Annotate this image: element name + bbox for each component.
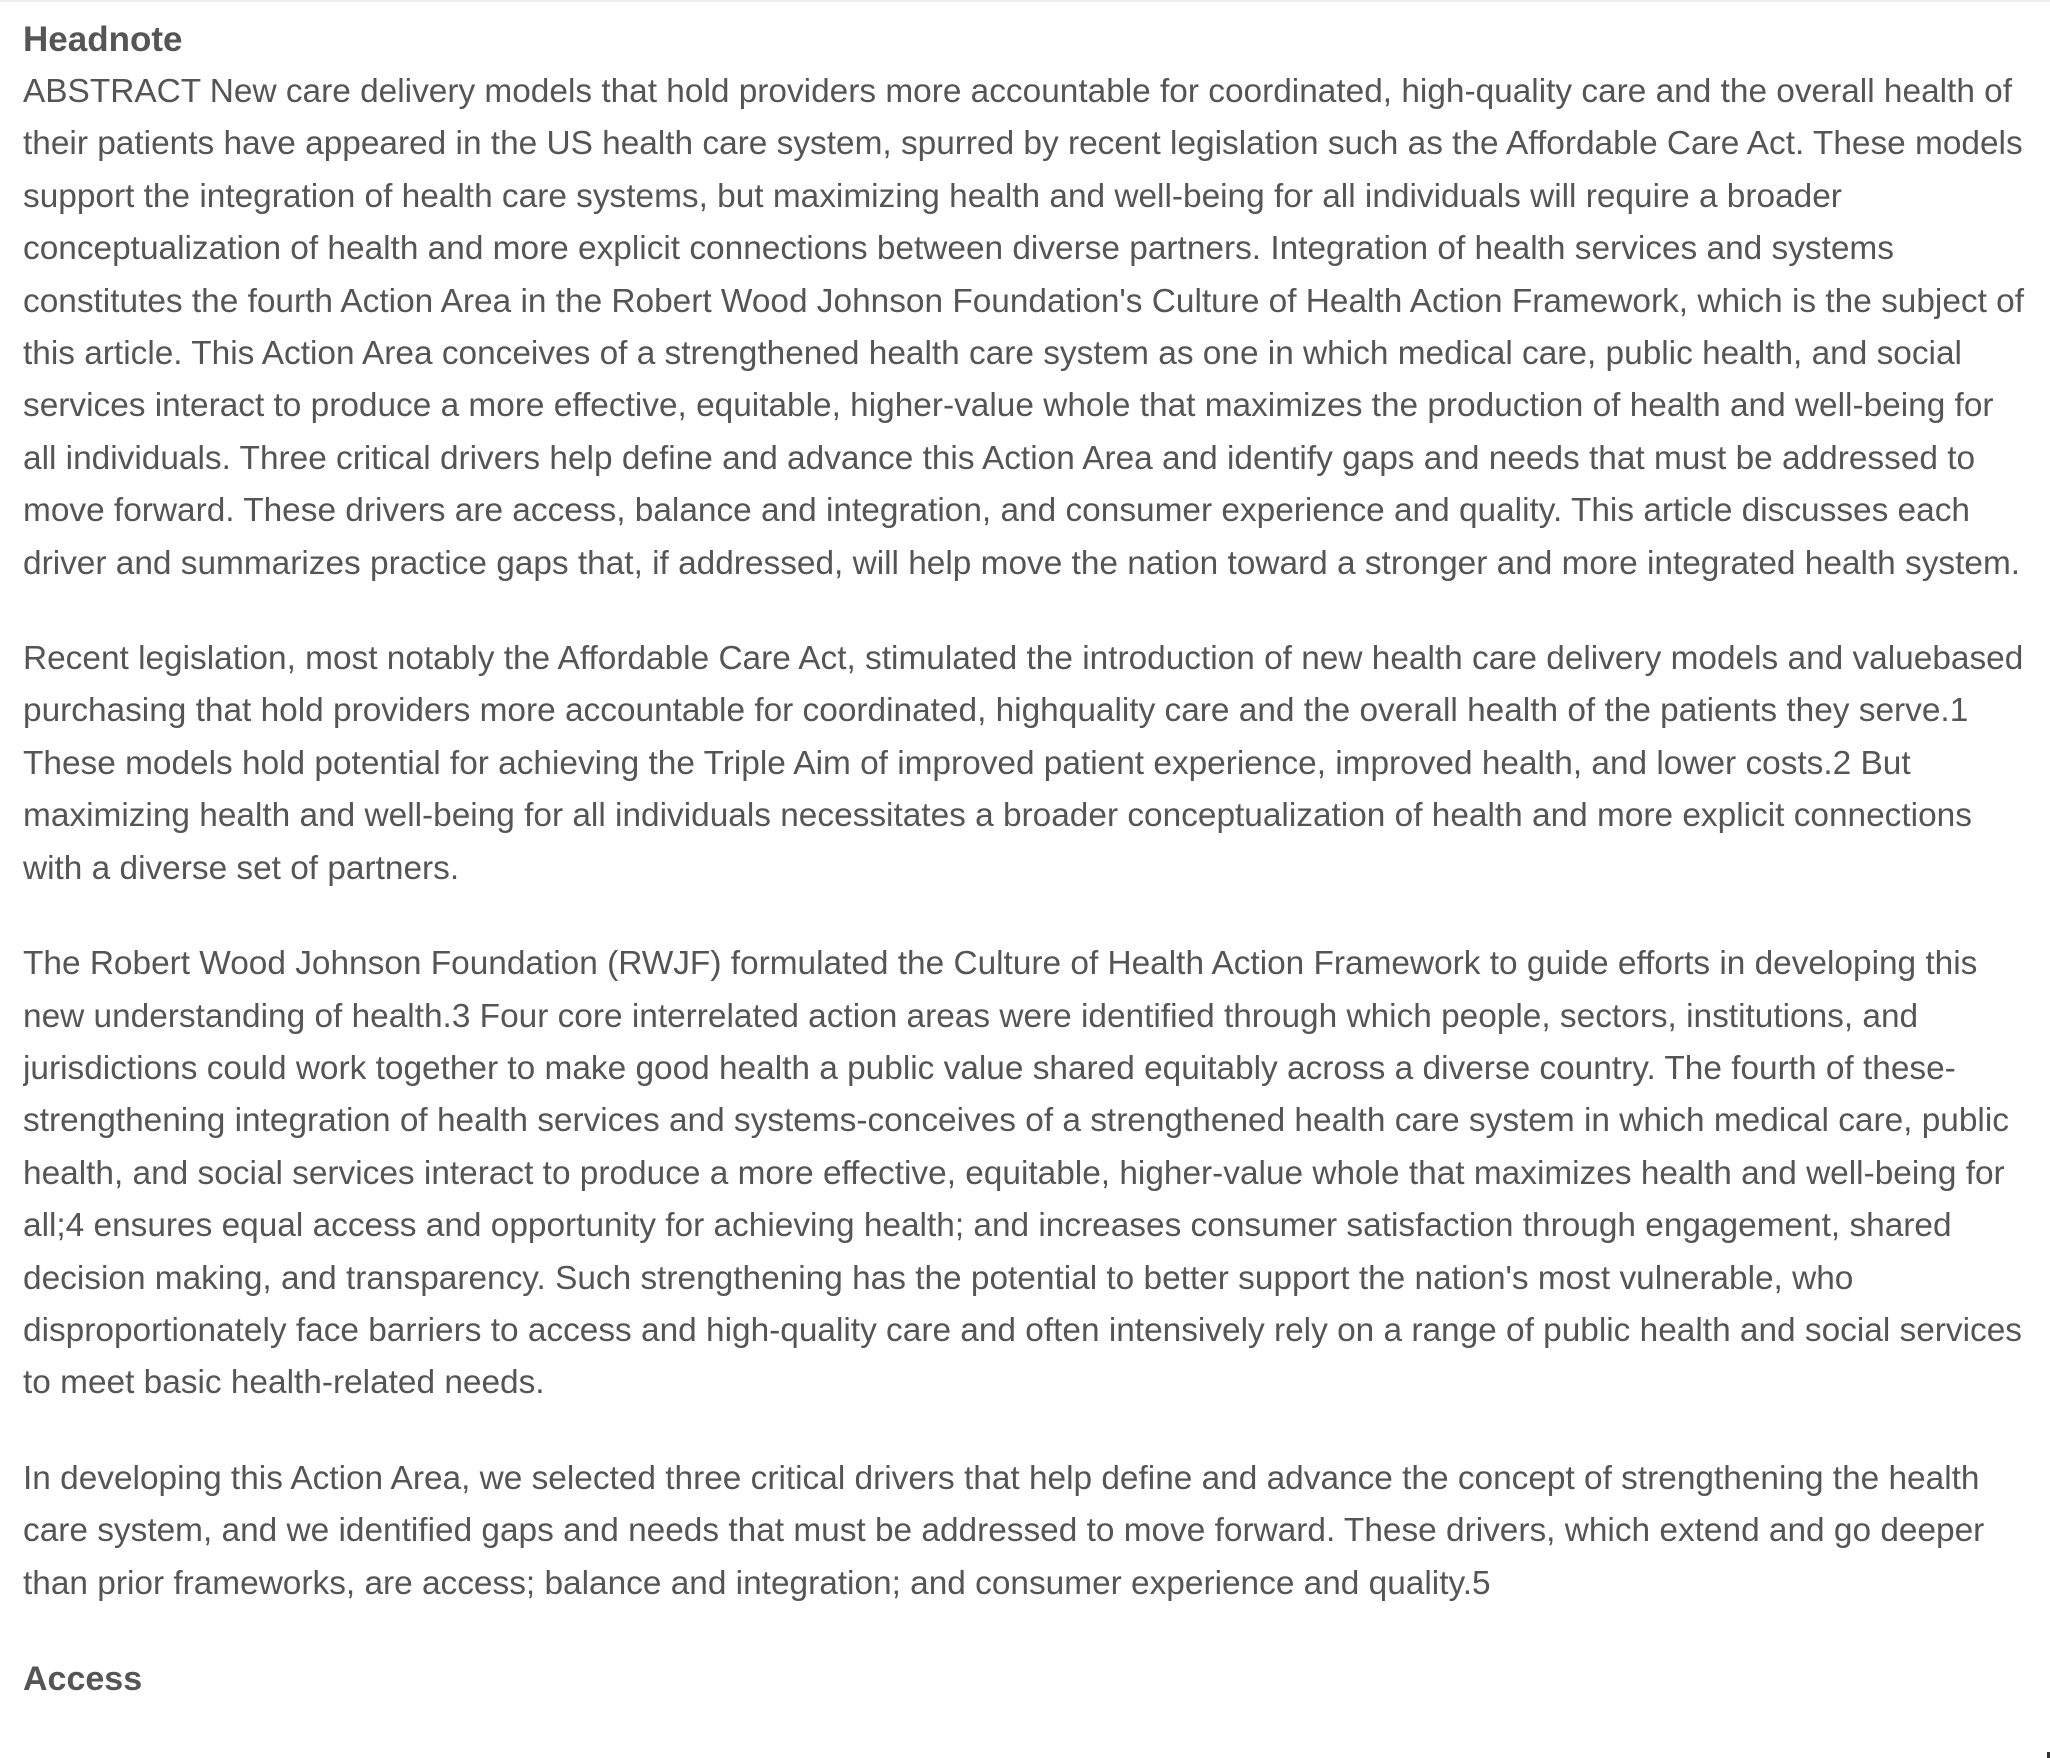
section-heading-access: Access	[23, 1659, 143, 1698]
body-paragraph-1: Recent legislation, most notably the Affordable Care Act, stimulated the introduction of new health care delivery models and valuebased purchasing that hold providers more accountable for coordinated, highquality care and the overall health of the patients they serve.1 These models hold potential for achieving the Triple Aim of improved patient experience, improved health, and lower costs.2 But maximizing health and well-being for all individuals necessitates a broader conceptualization of health and more explicit connections with a diverse set of partners.	[23, 640, 2024, 887]
article-content	[23, 14, 2033, 1730]
top-border	[0, 0, 2050, 2]
body-paragraph-3: In developing this Action Area, we selected three critical drivers that help define and advance the concept of strengthening the health care system, and we identified gaps and needs that must be addressed to move forward. These drivers, which extend and go deeper than prior frameworks, are access; balance and integration; and consumer experience and quality.5	[23, 1459, 1985, 1602]
body-paragraph-2: The Robert Wood Johnson Foundation (RWJF) formulated the Culture of Health Action Framework to guide efforts in developing this new understanding of health.3 Four core interrelated action areas were identified through which people, sectors, institutions, and jurisdictions could work together to make good health a public value shared equitably across a diverse country. The fourth of these-strengthening integration of health services and systems-conceives of a strengthened health care system in which medical care, public health, and social services interact to produce a more effective, equitable, higher-value whole that maximizes health and well-being for all;4 ensures equal access and opportunity for achieving health; and increases consumer satisfaction through engagement, shared decision making, and transparency. Such strengthening has the potential to better support the nation's most vulnerable, who disproportionately face barriers to access and high-quality care and often intensively rely on a range of public health and social services to meet basic health-related needs.	[23, 945, 2023, 1402]
headnote-title: Headnote	[23, 20, 183, 59]
abstract-paragraph: ABSTRACT New care delivery models that hold providers more accountable for coordinated, high-quality care and the overall health of their patients have appeared in the US health care system, spurred by recent legislation such as the Affordable Care Act. These models support the integration of health care systems, but maximizing health and well-being for all individuals will require a broader conceptualization of health and more explicit connections between diverse partners. Integration of health services and systems constitutes the fourth Action Area in the Robert Wood Johnson Foundation's Culture of Health Action Framework, which is the subject of this article. This Action Area conceives of a strengthened health care system as one in which medical care, public health, and social services interact to produce a more effective, equitable, higher-value whole that maximizes the production of health and well-being for all individuals. Three critical drivers help define and advance this Action Area and identify gaps and needs that must be addressed to move forward. These drivers are access, balance and integration, and consumer experience and quality. This article discusses each driver and summarizes practice gaps that, if addressed, will help move the nation toward a stronger and more integrated health system.	[23, 73, 2025, 582]
